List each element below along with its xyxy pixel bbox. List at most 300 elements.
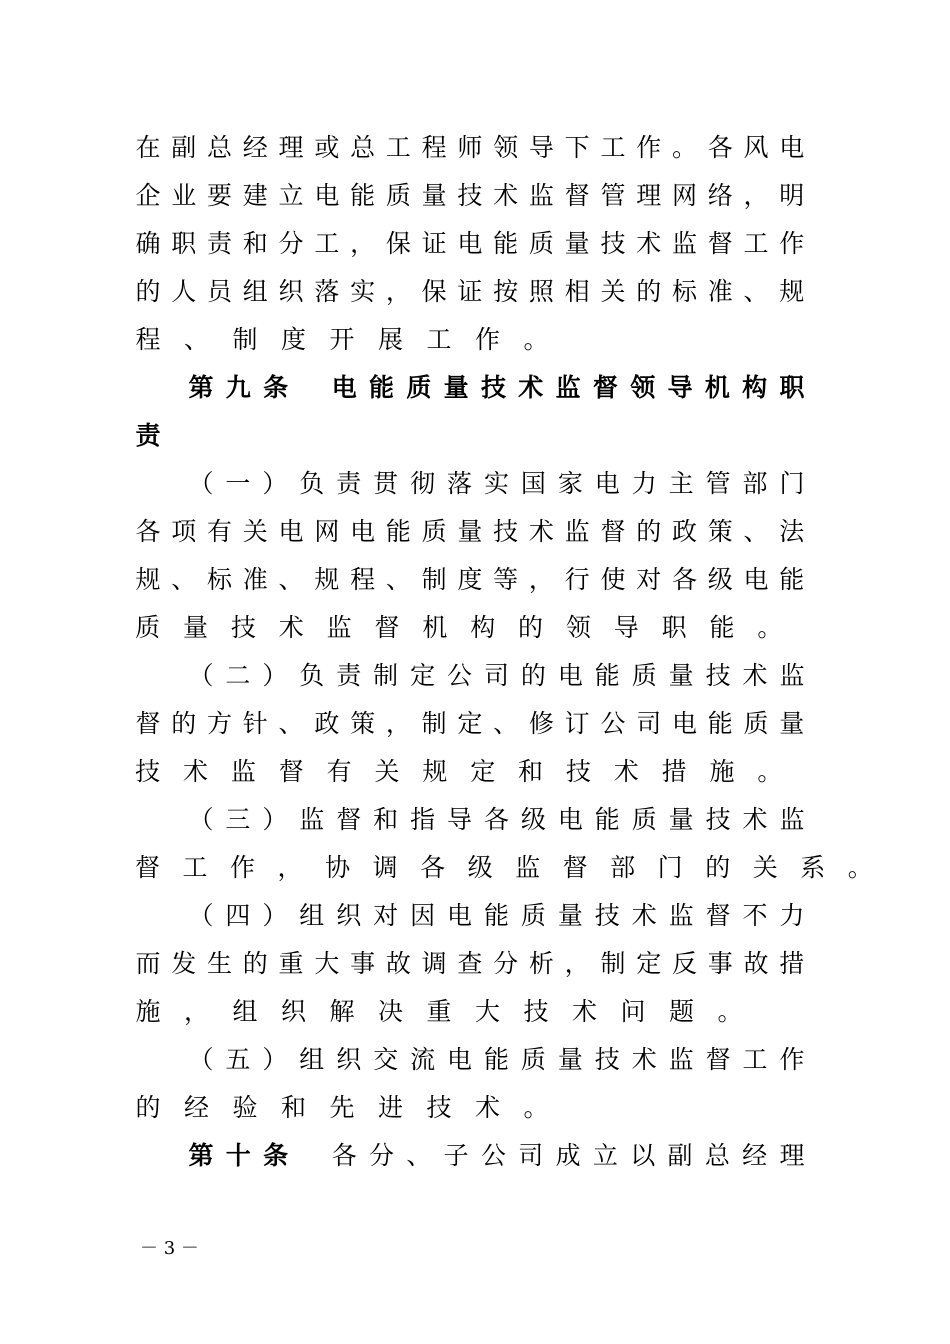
body-text-line [188, 1132, 805, 1180]
text-char: 监 [668, 1045, 694, 1074]
text-char: 交 [373, 1045, 399, 1074]
text-char: 量 [557, 901, 583, 930]
text-char: ， [183, 997, 209, 1026]
text-char: 监 [555, 373, 581, 402]
body-text-line [135, 508, 805, 556]
text-char: 监 [668, 901, 694, 930]
text-char: 能 [483, 901, 509, 930]
text-char: 九 [225, 373, 251, 402]
text-char: 证 [457, 277, 483, 306]
body-text-line [135, 412, 805, 460]
text-char: 电 [447, 1045, 473, 1074]
text-char: 确 [135, 229, 161, 258]
text-char: 各 [671, 565, 697, 594]
text-char: 组 [299, 901, 325, 930]
text-char: 的 [242, 949, 268, 978]
text-char: 事 [350, 949, 376, 978]
text-char: 建 [242, 181, 268, 210]
text-char: 五 [225, 1045, 251, 1074]
text-char: ） [262, 901, 288, 930]
text-char: 查 [457, 949, 483, 978]
text-char: 故 [743, 949, 769, 978]
text-char: 作 [779, 229, 805, 258]
text-char: 施 [135, 997, 161, 1026]
text-char: 术 [742, 805, 768, 834]
text-char: 责 [336, 469, 362, 498]
text-char: 系 [800, 853, 826, 882]
text-char: 的 [705, 853, 731, 882]
text-char: 行 [564, 565, 590, 594]
text-char: ， [385, 709, 411, 738]
text-char: 大 [314, 949, 340, 978]
body-text-line [188, 1036, 805, 1084]
text-char: 术 [528, 517, 554, 546]
text-char: 电 [557, 805, 583, 834]
text-char: 司 [518, 1141, 544, 1170]
text-char: 领 [493, 133, 519, 162]
text-char: 各 [331, 1141, 357, 1170]
text-char: 络 [707, 181, 733, 210]
text-char: 能 [709, 613, 735, 642]
text-char: 订 [564, 709, 590, 738]
text-char: 技 [600, 229, 626, 258]
text-char: 规 [779, 277, 805, 306]
text-char: 度 [280, 325, 306, 354]
text-char: 修 [528, 709, 554, 738]
text-char: ， [277, 853, 303, 882]
text-char: 、 [743, 517, 769, 546]
text-char: 公 [480, 1141, 506, 1170]
text-char: 关 [374, 757, 400, 786]
text-char: 领 [565, 613, 591, 642]
text-char: 术 [613, 757, 639, 786]
text-char: 技 [705, 661, 731, 690]
text-char: 技 [523, 997, 549, 1026]
text-char: 量 [443, 373, 469, 402]
text-char: 理 [278, 133, 304, 162]
text-char: 明 [779, 181, 805, 210]
text-char: 有 [326, 757, 352, 786]
text-char: 责 [336, 661, 362, 690]
text-char: 门 [779, 469, 805, 498]
text-char: 门 [657, 853, 683, 882]
text-char: 公 [447, 661, 473, 690]
text-char: 能 [707, 709, 733, 738]
text-char: 能 [385, 517, 411, 546]
text-char: 法 [779, 517, 805, 546]
text-char: 组 [242, 277, 268, 306]
text-char: 作 [779, 1045, 805, 1074]
text-char: 开 [329, 325, 355, 354]
text-char: 协 [325, 853, 351, 882]
text-char: 证 [421, 229, 447, 258]
text-char: 定 [636, 949, 662, 978]
text-char: 制 [232, 325, 258, 354]
text-char: 公 [600, 709, 626, 738]
text-char: 能 [779, 565, 805, 594]
text-char: 作 [636, 133, 662, 162]
text-char: 条 [263, 373, 289, 402]
body-text-line [135, 700, 805, 748]
text-char: 级 [467, 853, 493, 882]
text-char: 各 [420, 853, 446, 882]
text-char: 电 [671, 709, 697, 738]
body-text-line [135, 124, 805, 172]
text-char: 重 [278, 949, 304, 978]
text-char: 质 [406, 373, 432, 402]
body-text-line [188, 652, 805, 700]
text-char: 机 [704, 373, 730, 402]
text-char: 贯 [373, 469, 399, 498]
body-text-line [135, 988, 805, 1036]
text-char: 能 [369, 373, 395, 402]
text-char: 管 [600, 181, 626, 210]
text-char: 业 [171, 181, 197, 210]
text-char: 实 [350, 277, 376, 306]
text-char: 保 [421, 277, 447, 306]
text-char: 三 [225, 805, 251, 834]
text-char: 督 [707, 229, 733, 258]
text-char: 责 [135, 421, 161, 450]
text-char: 级 [520, 805, 546, 834]
text-char: 条 [263, 1141, 289, 1170]
text-char: 电 [557, 661, 583, 690]
text-char: 主 [668, 469, 694, 498]
text-char: 策 [350, 709, 376, 738]
text-char: 。 [717, 997, 743, 1026]
text-char: 量 [557, 1045, 583, 1074]
text-char: 技 [480, 373, 506, 402]
text-char: 量 [183, 613, 209, 642]
text-char: 标 [207, 565, 233, 594]
text-char: 电 [447, 901, 473, 930]
text-char: 程 [135, 325, 161, 354]
text-char: 彻 [410, 469, 436, 498]
text-char: 督 [564, 181, 590, 210]
text-char: 政 [314, 709, 340, 738]
text-char: 司 [483, 661, 509, 690]
text-char: ， [564, 949, 590, 978]
text-char: 十 [225, 1141, 251, 1170]
text-char: 技 [457, 181, 483, 210]
text-char: 关 [600, 277, 626, 306]
text-char: 一 [225, 469, 251, 498]
text-char: （ [188, 1045, 214, 1074]
body-text-line [188, 460, 805, 508]
text-char: 术 [631, 901, 657, 930]
text-char: 网 [314, 517, 340, 546]
text-char: 力 [631, 469, 657, 498]
text-char: 术 [631, 1045, 657, 1074]
text-char: 理 [636, 181, 662, 210]
text-char: 故 [385, 949, 411, 978]
text-char: 和 [373, 805, 399, 834]
text-char: ， [350, 229, 376, 258]
text-char: 措 [779, 949, 805, 978]
text-char: 工 [314, 229, 340, 258]
text-char: 监 [564, 517, 590, 546]
text-char: 督 [336, 805, 362, 834]
text-char: 经 [242, 133, 268, 162]
text-char: ） [262, 805, 288, 834]
text-char: 大 [474, 997, 500, 1026]
body-text-line [135, 748, 805, 796]
text-char: 、 [493, 709, 519, 738]
text-char: 电 [594, 469, 620, 498]
text-char: 电 [779, 133, 805, 162]
text-char: 、 [278, 709, 304, 738]
text-char: 负 [299, 469, 325, 498]
text-char: 、 [406, 1141, 432, 1170]
text-char: 工 [742, 1045, 768, 1074]
text-char: 度 [457, 565, 483, 594]
text-char: 员 [207, 277, 233, 306]
text-char: 落 [447, 469, 473, 498]
text-char: 企 [135, 181, 161, 210]
text-char: 家 [557, 469, 583, 498]
text-char: 级 [707, 565, 733, 594]
text-char: 督 [600, 517, 626, 546]
text-char: 织 [280, 997, 306, 1026]
text-char: 等 [493, 565, 519, 594]
text-char: 的 [636, 277, 662, 306]
text-char: 和 [518, 757, 544, 786]
text-char: 分 [369, 1141, 395, 1170]
text-char: 电 [331, 373, 357, 402]
text-char: 监 [528, 181, 554, 210]
text-char: 能 [350, 181, 376, 210]
text-char: 质 [528, 229, 554, 258]
body-text-line [188, 892, 805, 940]
text-char: 职 [661, 613, 687, 642]
text-char: 调 [421, 949, 447, 978]
text-char: 构 [742, 373, 768, 402]
text-char: 术 [742, 661, 768, 690]
text-char: 析 [528, 949, 554, 978]
body-text-line [135, 172, 805, 220]
text-char: 督 [135, 709, 161, 738]
text-char: 各 [707, 133, 733, 162]
text-char: 在 [135, 133, 161, 162]
text-char: 程 [421, 133, 447, 162]
text-char: 总 [207, 133, 233, 162]
text-char: 立 [278, 181, 304, 210]
text-char: 成 [555, 1141, 581, 1170]
text-char: 调 [372, 853, 398, 882]
text-char: 技 [493, 517, 519, 546]
text-char: 督 [562, 853, 588, 882]
text-char: 重 [426, 997, 452, 1026]
text-char: 制 [421, 565, 447, 594]
text-char: 司 [636, 709, 662, 738]
text-char: 落 [314, 277, 340, 306]
text-char: 的 [520, 661, 546, 690]
text-char: 不 [742, 901, 768, 930]
text-char: 定 [470, 757, 496, 786]
text-char: 质 [520, 1045, 546, 1074]
text-char: 、 [171, 565, 197, 594]
text-char: 监 [299, 805, 325, 834]
text-char: 量 [668, 661, 694, 690]
body-text-line [135, 316, 805, 364]
text-char: 负 [299, 661, 325, 690]
text-char: ） [262, 469, 288, 498]
spacer [300, 364, 320, 412]
text-char: 经 [183, 1093, 209, 1122]
text-char: 作 [230, 853, 256, 882]
text-char: 。 [757, 613, 783, 642]
body-text-line [135, 220, 805, 268]
text-char: 项 [171, 517, 197, 546]
text-char: 施 [709, 757, 735, 786]
text-char: （ [188, 901, 214, 930]
text-char: 电 [314, 181, 340, 210]
text-char: 以 [630, 1141, 656, 1170]
text-char: 、 [278, 565, 304, 594]
text-char: 构 [470, 613, 496, 642]
text-char: 能 [594, 805, 620, 834]
text-char: 各 [135, 517, 161, 546]
text-char: 导 [667, 373, 693, 402]
text-char: 关 [752, 853, 778, 882]
text-char: 总 [350, 133, 376, 162]
text-char: 工 [743, 229, 769, 258]
text-char: 指 [410, 805, 436, 834]
text-char: 。 [671, 133, 697, 162]
text-char: 的 [135, 277, 161, 306]
text-char: 使 [600, 565, 626, 594]
body-text-line [135, 940, 805, 988]
text-char: 责 [207, 229, 233, 258]
text-char: 织 [336, 901, 362, 930]
text-char: 能 [594, 661, 620, 690]
text-char: 督 [705, 901, 731, 930]
text-char: 质 [135, 613, 161, 642]
text-char: 进 [377, 1093, 403, 1122]
text-char: ） [262, 1045, 288, 1074]
text-char: 织 [336, 1045, 362, 1074]
text-char: 电 [278, 517, 304, 546]
text-char: 规 [314, 565, 340, 594]
text-char: 导 [528, 133, 554, 162]
text-char: 制 [421, 709, 447, 738]
text-char: 理 [779, 1141, 805, 1170]
text-char: 问 [620, 997, 646, 1026]
text-char: ） [262, 661, 288, 690]
text-char: 职 [779, 373, 805, 402]
body-text-line [135, 556, 805, 604]
text-char: 导 [613, 613, 639, 642]
text-char: 分 [493, 949, 519, 978]
text-char: 技 [705, 805, 731, 834]
text-char: 有 [207, 517, 233, 546]
text-char: 照 [528, 277, 554, 306]
text-char: 电 [457, 229, 483, 258]
text-char: 的 [518, 613, 544, 642]
text-char: ， [528, 565, 554, 594]
text-char: 能 [483, 1045, 509, 1074]
body-text-line [135, 268, 805, 316]
text-char: 技 [426, 1093, 452, 1122]
text-char: 质 [631, 661, 657, 690]
text-char: 督 [705, 1045, 731, 1074]
text-char: 量 [457, 517, 483, 546]
text-char: 立 [592, 1141, 618, 1170]
text-char: 工 [385, 133, 411, 162]
text-char: 督 [592, 373, 618, 402]
text-char: 领 [630, 373, 656, 402]
text-char: 术 [571, 997, 597, 1026]
text-char: 二 [225, 661, 251, 690]
text-char: 。 [847, 853, 873, 882]
text-char: 技 [230, 613, 256, 642]
text-char: 流 [410, 1045, 436, 1074]
text-char: 事 [707, 949, 733, 978]
text-char: 相 [564, 277, 590, 306]
text-char: 织 [278, 277, 304, 306]
text-char: 术 [183, 757, 209, 786]
text-char: 规 [135, 565, 161, 594]
text-char: 技 [594, 1045, 620, 1074]
text-char: 而 [135, 949, 161, 978]
text-char: 监 [230, 757, 256, 786]
text-char: 发 [171, 949, 197, 978]
text-char: 准 [707, 277, 733, 306]
text-char: 制 [373, 661, 399, 690]
text-char: 术 [636, 229, 662, 258]
page-number: － 3 － [140, 1238, 199, 1259]
body-text-line [135, 604, 805, 652]
text-char: 电 [350, 517, 376, 546]
text-char: 技 [135, 757, 161, 786]
text-char: 展 [377, 325, 403, 354]
text-char: 监 [671, 229, 697, 258]
text-char: 督 [278, 757, 304, 786]
text-char: ， [743, 181, 769, 210]
text-char: 质 [743, 709, 769, 738]
text-char: 各 [483, 805, 509, 834]
text-char: 按 [493, 277, 519, 306]
text-char: 定 [457, 709, 483, 738]
text-char: 。 [757, 757, 783, 786]
text-char: 能 [493, 229, 519, 258]
text-char: 准 [242, 565, 268, 594]
text-char: 术 [518, 373, 544, 402]
text-char: 反 [671, 949, 697, 978]
text-char: 对 [636, 565, 662, 594]
text-char: 标 [671, 277, 697, 306]
text-char: 先 [329, 1093, 355, 1122]
text-char: 副 [171, 133, 197, 162]
text-char: 第 [188, 373, 214, 402]
text-char: 下 [564, 133, 590, 162]
text-char: 解 [329, 997, 355, 1026]
text-char: 定 [410, 661, 436, 690]
text-char: 质 [385, 181, 411, 210]
text-char: 管 [705, 469, 731, 498]
text-char: 师 [457, 133, 483, 162]
text-char: 。 [523, 1093, 549, 1122]
text-char: 第 [188, 1141, 214, 1170]
text-char: 机 [422, 613, 448, 642]
body-text-line [135, 844, 873, 892]
text-char: 术 [493, 181, 519, 210]
body-text-line [188, 364, 805, 412]
text-char: 职 [171, 229, 197, 258]
text-char: 作 [474, 325, 500, 354]
text-char: 要 [207, 181, 233, 210]
text-char: 量 [668, 805, 694, 834]
